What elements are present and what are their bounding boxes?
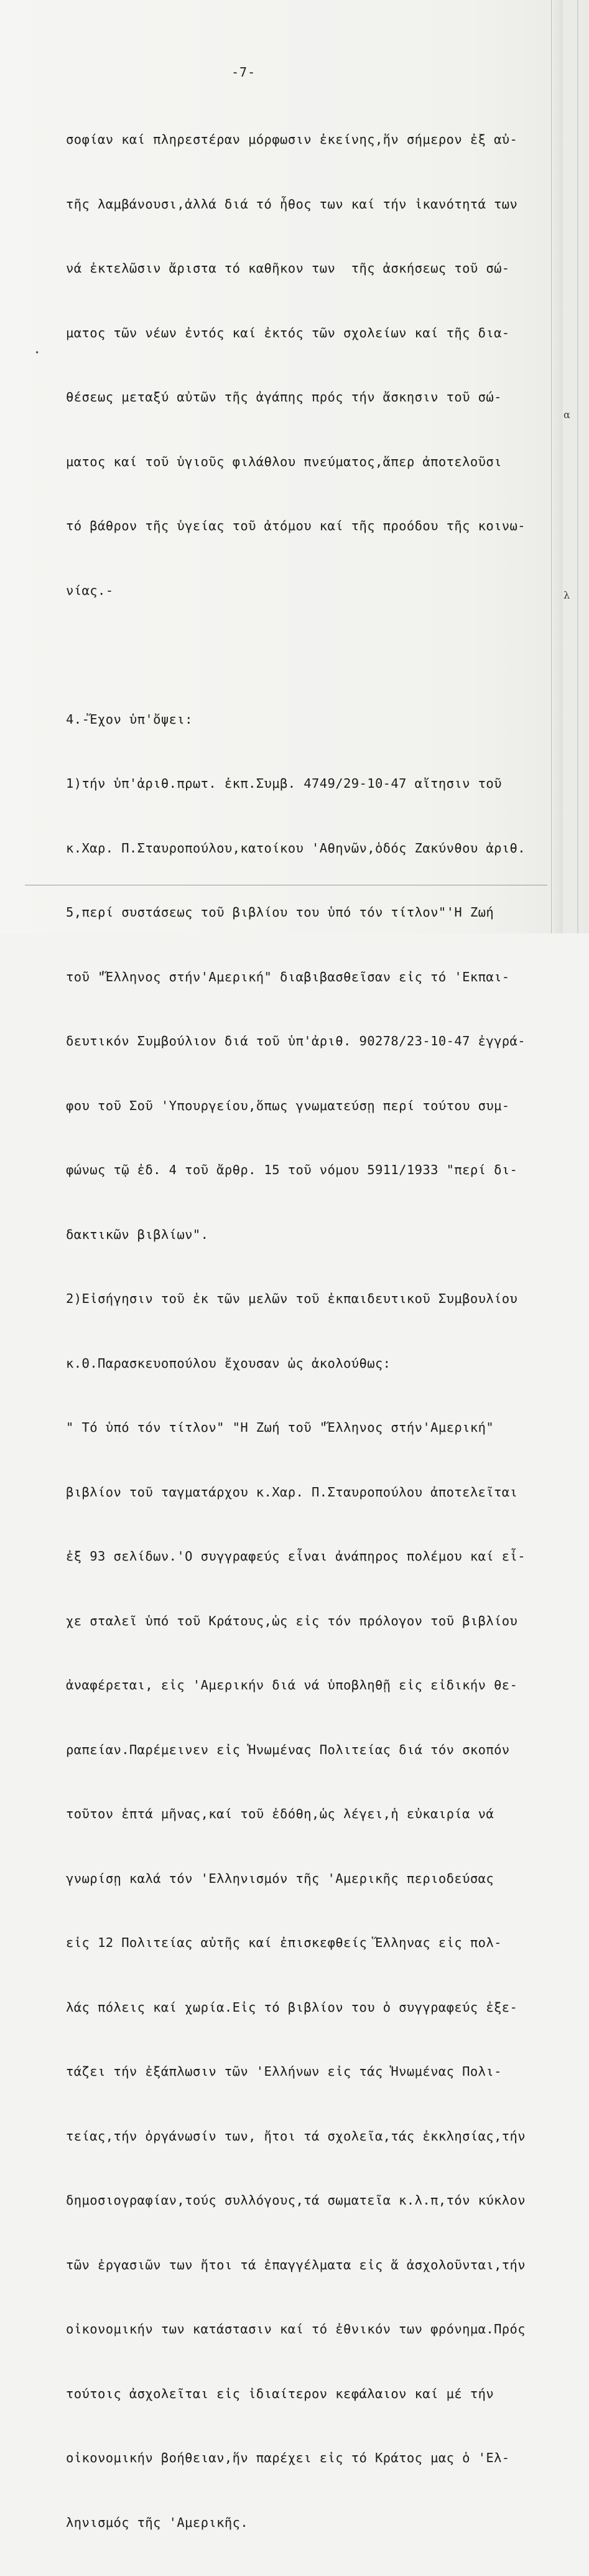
page-binding-edge bbox=[551, 0, 563, 933]
text-line: νίας.- bbox=[66, 582, 114, 598]
text-line: ματος καί τοῦ ὑγιοῦς φιλάθλου πνεύματος,ἅπερ ἀποτελοῦσι bbox=[66, 454, 502, 469]
text-line: θέσεως μεταξύ αὐτῶν τῆς ἀγάπης πρός τήν ἄσκησιν τοῦ σώ- bbox=[66, 390, 502, 404]
text-line: 1)τήν ὑπ'ἀριθ.πρωτ. ἐκπ.Συμβ. 4749/29-10-47 αἴτησιν τοῦ bbox=[66, 776, 502, 791]
text-line: σοφίαν καί πληρεστέραν μόρφωσιν ἐκείνης,ἥν σήμερον ἐξ αὐ- bbox=[66, 132, 518, 147]
text-line: " Τό ὑπό τόν τίτλον" "Η Ζωή τοῦ "Ἕλληνος στήν'Αμερική" bbox=[66, 1420, 494, 1435]
text-line: ἐξ 93 σελίδων.'Ο συγγραφεύς εἶναι ἀνάπηρος πολέμου καί εἶ- bbox=[66, 1549, 526, 1564]
text-line: φώνως τῷ ἐδ. 4 τοῦ ἄρθρ. 15 τοῦ νόμου 5911/1933 "περί δι- bbox=[66, 1162, 518, 1177]
text-line: δακτικῶν βιβλίων". bbox=[66, 1226, 209, 1242]
text-line: τάζει τήν ἐξάπλωσιν τῶν 'Ελλήνων εἰς τάς Ἡνωμένας Πολι- bbox=[66, 2064, 502, 2079]
document-body bbox=[66, 86, 551, 2576]
margin-annotation: λ bbox=[563, 589, 570, 601]
text-line: κ.Χαρ. Π.Σταυροπούλου,κατοίκου 'Αθηνῶν,ὁδός Ζακύνθου ἀριθ. bbox=[66, 840, 526, 856]
margin-dot: • bbox=[35, 348, 40, 357]
text-line: λάς πόλεις καί χωρία.Εἰς τό βιβλίον του ὁ συγγραφεύς ἐξε- bbox=[66, 1999, 518, 2015]
page-number: -7- bbox=[231, 65, 256, 80]
text-line: γνωρίσῃ καλά τόν 'Ελληνισμόν τῆς 'Αμερικῆς περιοδεύσας bbox=[66, 1870, 494, 1886]
text-line: ραπείαν.Παρέμεινεν εἰς Ἡνωμένας Πολιτείας διά τόν σκοπόν bbox=[66, 1742, 510, 1757]
text-line: τοῦτον ἑπτά μῆνας,καί τοῦ ἐδόθη,ὡς λέγει,ἡ εὐκαιρία νά bbox=[66, 1806, 494, 1821]
text-line: εἰς 12 Πολιτείας αὐτῆς καί ἐπισκεφθείς Ἕλληνας εἰς πολ- bbox=[66, 1935, 502, 1950]
text-line: δημοσιογραφίαν,τούς συλλόγους,τά σωματεῖα κ.λ.π,τόν κύκλον bbox=[66, 2193, 526, 2208]
text-line: τό βάθρον τῆς ὑγείας τοῦ ἀτόμου καί τῆς προόδου τῆς κοινω- bbox=[66, 518, 526, 533]
margin-annotation: α bbox=[563, 409, 570, 421]
text-line: 5,περί συστάσεως τοῦ βιβλίου του ὑπό τόν τίτλον"'Η Ζωή bbox=[66, 905, 494, 920]
text-line: ληνισμός τῆς 'Αμερικῆς. bbox=[66, 2514, 249, 2530]
text-line: χε σταλεῖ ὑπό τοῦ Κράτους,ὡς εἰς τόν πρόλογον τοῦ βιβλίου bbox=[66, 1613, 518, 1628]
text-line: 2)Εἰσήγησιν τοῦ ἐκ τῶν μελῶν τοῦ ἐκπαιδευτικοῦ Συμβουλίου bbox=[66, 1291, 518, 1306]
text-line: τείας,τήν ὀργάνωσίν των, ἤτοι τά σχολεῖα,τάς ἐκκλησίας,τήν bbox=[66, 2128, 526, 2144]
text-line: κ.Θ.Παρασκευοπούλου ἔχουσαν ὡς ἀκολούθως: bbox=[66, 1355, 391, 1371]
blank-line bbox=[66, 644, 551, 666]
text-line: τούτοις ἀσχολεῖται εἰς ἰδιαίτερον κεφάλαιον καί μέ τήν bbox=[66, 2386, 494, 2401]
text-line: δευτικόν Συμβούλιον διά τοῦ ὑπ'ἀριθ. 90278/23-10-47 ἐγγρά- bbox=[66, 1034, 526, 1048]
page-edge-line bbox=[577, 0, 578, 933]
text-line: βιβλίον τοῦ ταγματάρχου κ.Χαρ. Π.Σταυροπούλου ἀποτελεῖται bbox=[66, 1484, 518, 1500]
text-line: τοῦ "Ἕλληνος στήν'Αμερική" διαβιβασθεῖσαν εἰς τό 'Εκπαι- bbox=[66, 969, 510, 984]
text-line: ἀναφέρεται, εἰς 'Αμερικήν διά νά ὑποβληθῇ εἰς εἰδικήν θε- bbox=[66, 1678, 518, 1692]
text-line: φου τοῦ Σοῦ 'Υπουργείου,ὅπως γνωματεύσῃ περί τούτου συμ- bbox=[66, 1098, 510, 1113]
section-heading: 4.-Ἔχον ὑπ'ὄψει: bbox=[66, 711, 193, 727]
text-line: ματος τῶν νέων ἐντός καί ἐκτός τῶν σχολείων καί τῆς δια- bbox=[66, 325, 510, 340]
text-line: τῆς λαμβάνουσι,ἀλλά διά τό ἦθος των καί τήν ἱκανότητά των bbox=[66, 196, 518, 212]
text-line: νά ἐκτελῶσιν ἄριστα τό καθῆκον των τῆς ἀσκήσεως τοῦ σώ- bbox=[66, 261, 510, 276]
text-line: τῶν ἐργασιῶν των ἤτοι τά ἐπαγγέλματα εἰς ἅ ἀσχολοῦνται,τήν bbox=[66, 2257, 526, 2272]
text-line: οἰκονομικήν βοήθειαν,ἥν παρέχει εἰς τό Κράτος μας ὁ 'Ελ- bbox=[66, 2450, 510, 2465]
text-line: οἰκονομικήν των κατάστασιν καί τό ἐθνικόν των φρόνημα.Πρός bbox=[66, 2322, 526, 2336]
